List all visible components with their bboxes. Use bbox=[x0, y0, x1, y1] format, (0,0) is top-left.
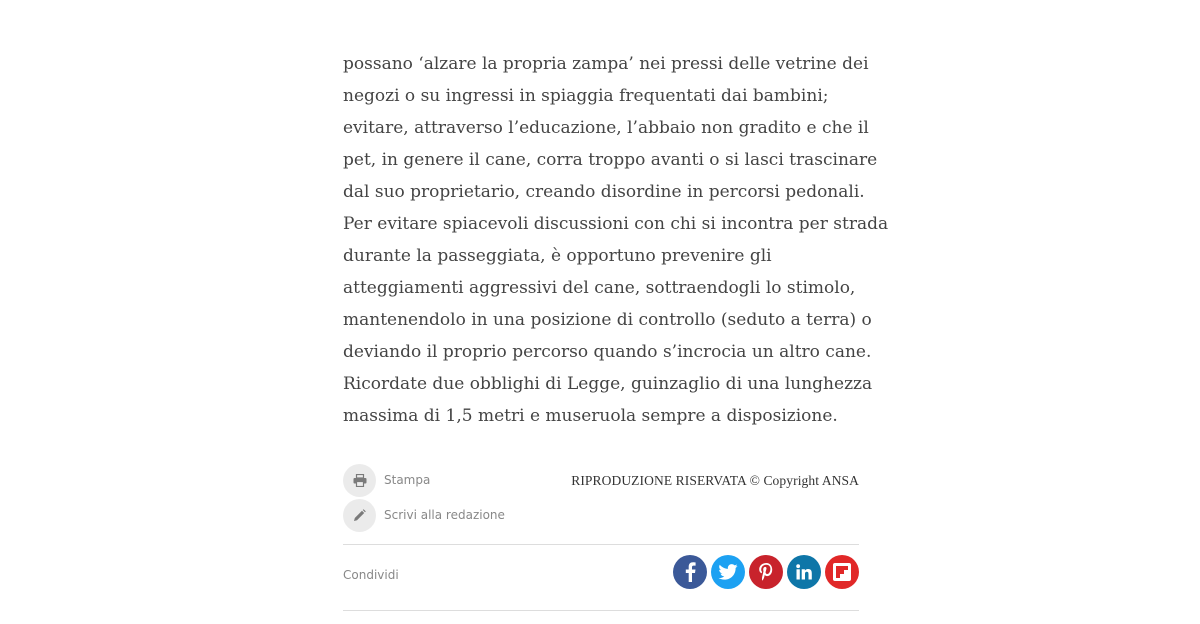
write-to-editor-button[interactable] bbox=[343, 498, 505, 532]
article-line: deviando il proprio percorso quando s’incrocia un altro cane. bbox=[343, 342, 872, 362]
article-line: pet, in genere il cane, corra troppo avanti o si lasci trascinare bbox=[343, 150, 878, 170]
print-button[interactable] bbox=[343, 463, 430, 497]
twitter-icon bbox=[718, 564, 738, 580]
article-line: negozi o su ingressi in spiaggia frequentati dai bambini; bbox=[343, 86, 829, 106]
article-body bbox=[343, 48, 889, 432]
copyright-notice: RIPRODUZIONE RISERVATA © Copyright ANSA bbox=[571, 473, 859, 488]
article-line: possano ‘alzare la propria zampa’ nei pressi delle vetrine dei bbox=[343, 54, 869, 74]
flipboard-share-button[interactable] bbox=[825, 555, 859, 589]
pinterest-icon bbox=[759, 563, 773, 581]
article-line: dal suo proprietario, creando disordine in percorsi pedonali. bbox=[343, 182, 865, 202]
divider bbox=[343, 610, 859, 611]
article-line: Per evitare spiacevoli discussioni con chi si incontra per strada bbox=[343, 214, 889, 234]
article-line: mantenendolo in una posizione di controllo (seduto a terra) o bbox=[343, 310, 872, 330]
article-line: atteggiamenti aggressivi del cane, sottraendogli lo stimolo, bbox=[343, 278, 856, 298]
article-line: durante la passeggiata, è opportuno prevenire gli bbox=[343, 246, 772, 266]
pinterest-share-button[interactable] bbox=[749, 555, 783, 589]
pencil-icon bbox=[343, 499, 376, 532]
facebook-share-button[interactable] bbox=[673, 555, 707, 589]
share-bar bbox=[343, 555, 859, 589]
article-line: Ricordate due obblighi di Legge, guinzaglio di una lunghezza bbox=[343, 374, 873, 394]
article-paragraph bbox=[343, 48, 889, 432]
article-tools bbox=[343, 463, 859, 535]
twitter-share-button[interactable] bbox=[711, 555, 745, 589]
article-line: massima di 1,5 metri e museruola sempre a disposizione. bbox=[343, 406, 838, 426]
linkedin-icon bbox=[796, 564, 812, 580]
share-label: Condividi bbox=[343, 568, 399, 582]
write-label: Scrivi alla redazione bbox=[384, 508, 505, 522]
share-buttons bbox=[673, 555, 859, 589]
article-line: evitare, attraverso l’educazione, l’abbaio non gradito e che il bbox=[343, 118, 869, 138]
linkedin-share-button[interactable] bbox=[787, 555, 821, 589]
facebook-icon bbox=[684, 562, 696, 582]
printer-icon bbox=[343, 464, 376, 497]
print-label: Stampa bbox=[384, 473, 431, 487]
divider bbox=[343, 544, 859, 545]
flipboard-icon bbox=[833, 563, 851, 581]
